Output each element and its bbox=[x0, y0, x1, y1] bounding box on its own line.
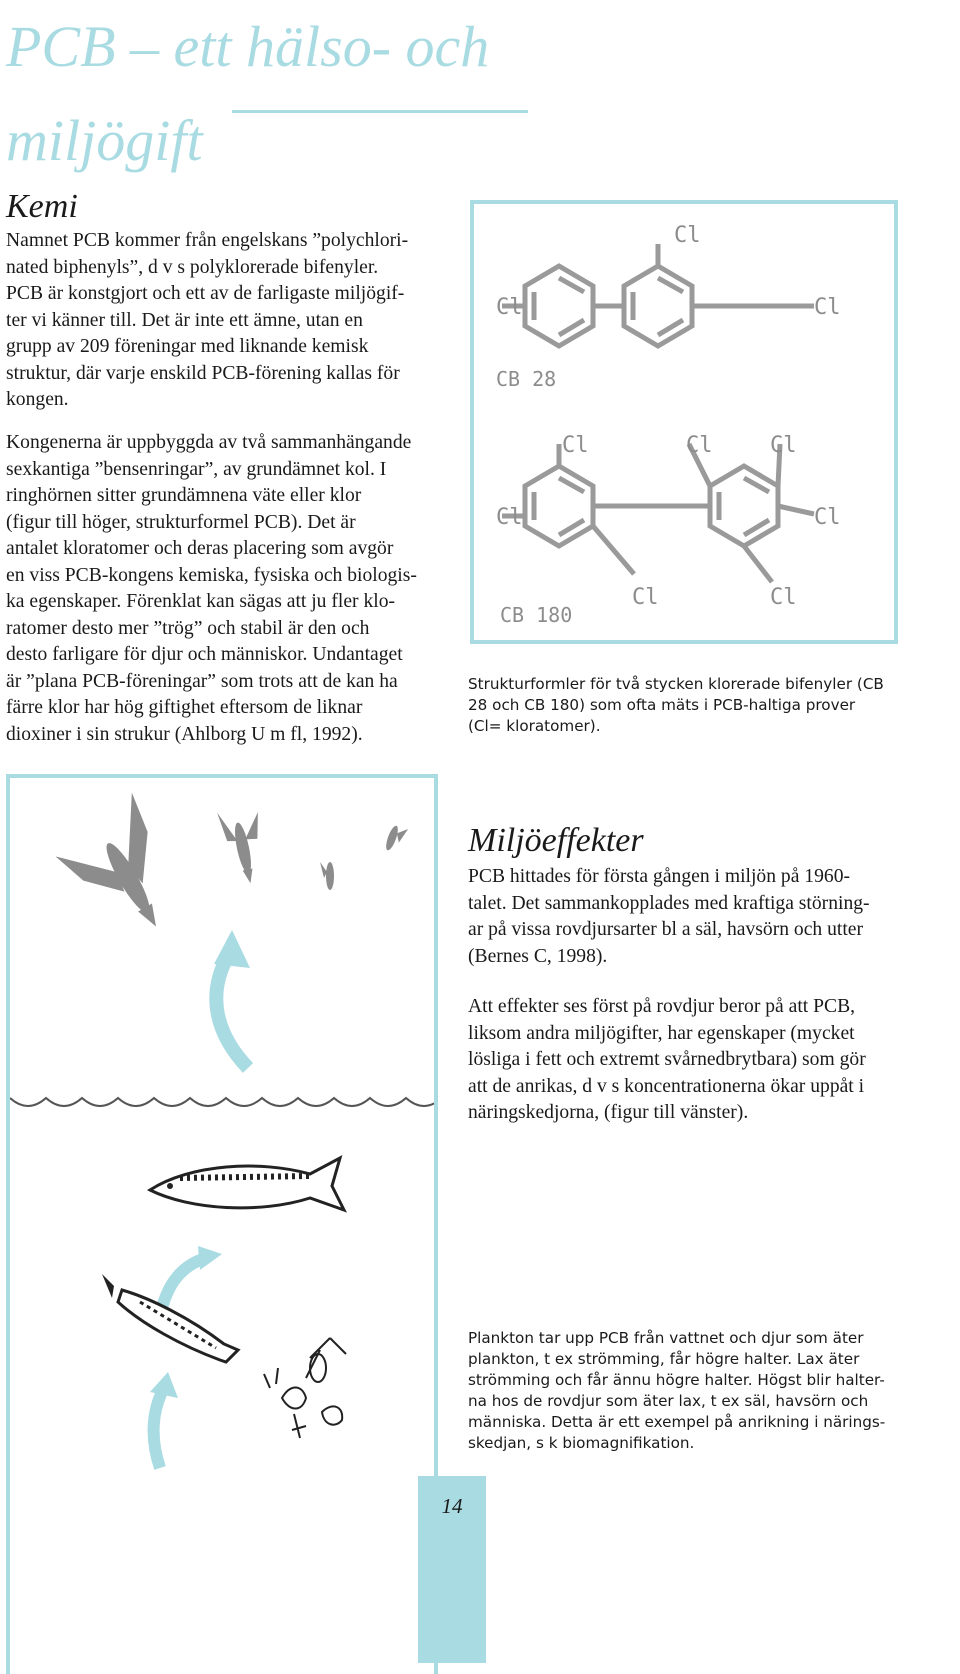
kemi-paragraph-1: Namnet PCB kommer från engelskans ”polychlori- nated biphenyls”, d v s polyklorerade bifenyler. PCB är konstgjort och ett av de farligaste miljögif- ter vi känner till. Det är inte ett ämne, utan en grupp av 209 föreningar med liknande kemisk struktur, där varje enskild PCB-förening kallas för kongen. bbox=[6, 230, 409, 410]
cb180-bond-cl-bottom-left bbox=[593, 526, 634, 574]
water-surface-icon bbox=[10, 1098, 434, 1106]
page-title-line2: miljögift bbox=[6, 108, 203, 173]
cb180-labels bbox=[496, 433, 841, 627]
structure-caption: Strukturformler för två stycken klorerade bifenyler (CB 28 och CB 180) som ofta mäts i PCB-haltiga prover (Cl= kloratomer). bbox=[468, 675, 884, 735]
foodchain-figure-box bbox=[6, 774, 438, 1674]
cb180-label: CB 180 bbox=[500, 603, 573, 627]
eagle-tiny-icon bbox=[384, 823, 408, 854]
arrow-up-to-salmon-icon bbox=[162, 1258, 206, 1308]
arrow-up-to-herring-icon bbox=[154, 1388, 164, 1468]
title-rule bbox=[232, 110, 528, 113]
eagle-small-icon bbox=[320, 862, 334, 890]
structure-figure-box bbox=[470, 200, 898, 644]
foodchain-caption: Plankton tar upp PCB från vattnet och djur som äter plankton, t ex strömming, får högre halter. Lax äter strömming och får ännu högre halter. Högst blir halter- na hos de rovdjur som äter lax, t ex säl, havsörn och människa. Detta är ett exempel på anrikning i närings- skedjan, s k biomagnifikation. bbox=[468, 1329, 886, 1452]
structural-formula-figure bbox=[474, 204, 894, 640]
cb28-cl-left: Cl bbox=[496, 295, 523, 320]
page-title bbox=[6, 0, 706, 188]
salmon-icon bbox=[150, 1158, 344, 1210]
cb180-cl-right: Cl bbox=[814, 505, 841, 530]
plankton-icon bbox=[264, 1338, 346, 1438]
section-heading-miljoeffekter: Miljöeffekter bbox=[468, 822, 644, 859]
miljoeffekter-paragraph-2: Att effekter ses först på rovdjur beror på att PCB, liksom andra miljögifter, har egenskaper (mycket lösliga i fett och extremt svårnedbrytbara) som gör att de anrikas, d v s koncentrationerna ökar uppåt i näringskedjorna, (figur till vänster). bbox=[468, 996, 866, 1123]
arrow-up-to-eagles-icon bbox=[216, 956, 248, 1068]
eagle-medium-icon bbox=[217, 804, 272, 887]
eagles bbox=[47, 793, 408, 953]
cb180-bond-cl-right bbox=[778, 506, 814, 514]
cb180-cl-bottom-right: Cl bbox=[770, 585, 797, 610]
cb180-cl-top-left: Cl bbox=[562, 433, 589, 458]
cb180-cl-top-mid: Cl bbox=[686, 433, 713, 458]
eagle-large-icon bbox=[47, 793, 196, 953]
miljoeffekter-paragraph-1: PCB hittades för första gången i miljön på 1960- talet. Det sammankopplades med kraftiga störning- ar på vissa rovdjursarter bl a säl, havsörn och utter (Bernes C, 1998). bbox=[468, 866, 870, 967]
section-heading-kemi: Kemi bbox=[6, 188, 78, 225]
page-title-line1: PCB – ett hälso- och bbox=[6, 14, 490, 79]
cb180-structure bbox=[502, 444, 814, 582]
kemi-paragraph-2: Kongenerna är uppbyggda av två sammanhängande sexkantiga ”bensenringar”, av grundämnet kol. I ringhörnen sitter grundämnena väte eller klor (figur till höger, strukturformel PCB). Det är antalet kloratomer och deras placering som avgör en viss PCB-kongens kemiska, fysiska och biologis- ka egenskaper. Förenklat kan sägas att ju fler klo- ratomer desto mer ”trög” och stabil är den och desto farligare för djur och människor. Undantaget är ”plana PCB-föreningar” som trots att de kan ha färre klor har hög giftighet eftersom de liknar dioxiner i sin strukur (Ahlborg U m fl, 1992). bbox=[6, 432, 417, 745]
cb180-cl-top-right: Cl bbox=[770, 433, 797, 458]
arrow-head-herring-icon bbox=[150, 1372, 178, 1398]
cb28-cl-right: Cl bbox=[814, 295, 841, 320]
cb28-structure bbox=[502, 244, 814, 346]
cb180-bond-cl-bottom-right bbox=[744, 546, 772, 582]
cb28-label: CB 28 bbox=[496, 367, 557, 391]
cb180-cl-bottom-left: Cl bbox=[632, 585, 659, 610]
arrow-head-eagles-icon bbox=[214, 930, 250, 968]
foodchain-illustration bbox=[10, 778, 434, 1667]
arrow-head-salmon-icon bbox=[198, 1246, 222, 1270]
cb28-cl-top: Cl bbox=[674, 223, 701, 248]
cb180-cl-left: Cl bbox=[496, 505, 523, 530]
page-number: 14 bbox=[441, 1494, 463, 1518]
